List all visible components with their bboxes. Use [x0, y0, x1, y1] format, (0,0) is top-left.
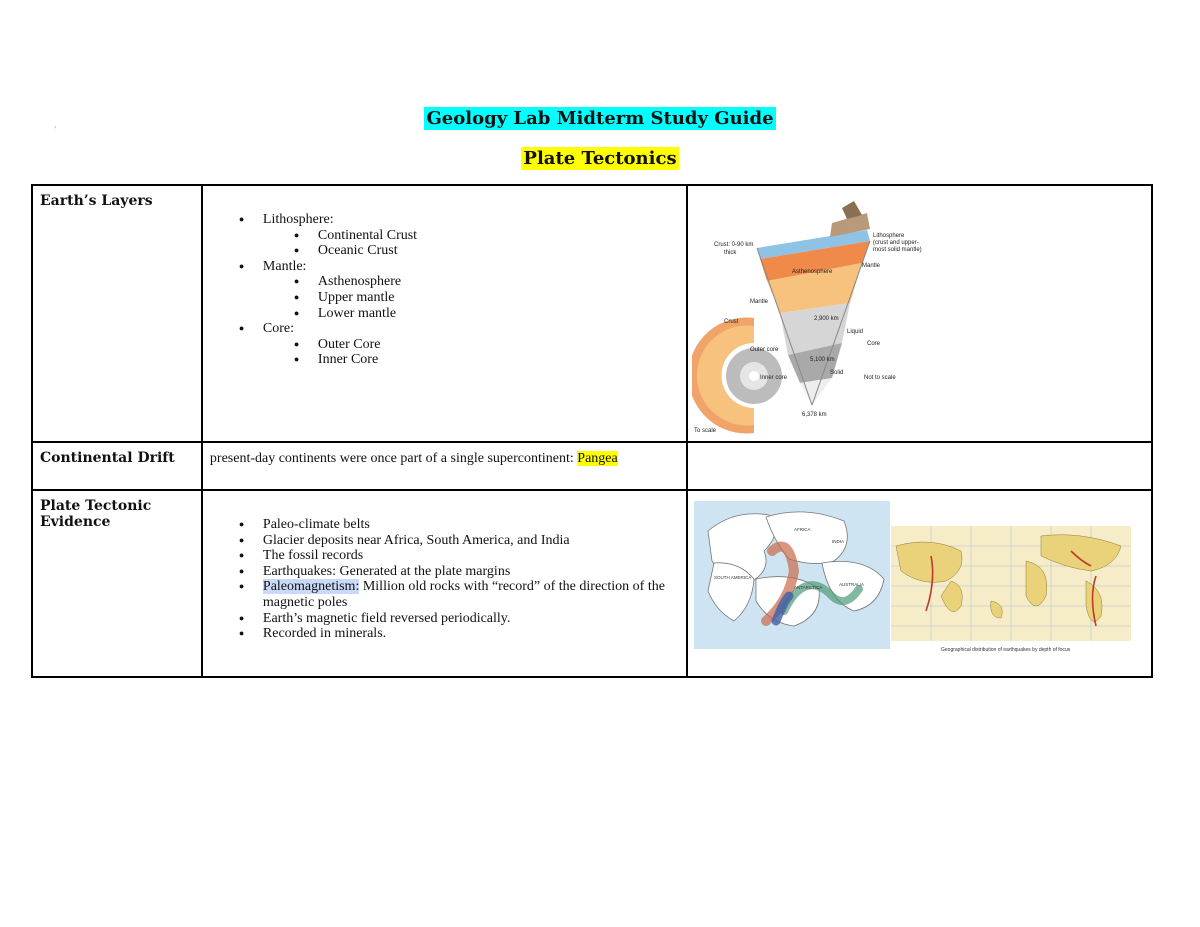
margin-mark: '	[54, 125, 57, 134]
drift-heading-cell	[32, 442, 202, 490]
earth-layers-figure-cell	[687, 185, 1153, 442]
list-item: ● The fossil records	[203, 548, 686, 564]
gondwana-map	[694, 501, 890, 649]
list-item: ● Mantle:	[203, 259, 686, 275]
list-item: ● Outer Core	[203, 337, 686, 353]
earth-interior-diagram	[692, 193, 932, 435]
label-crust-thick: Crust: 0-90 km	[713, 242, 753, 248]
evidence-figures-cell	[687, 490, 1153, 677]
label-solid: Solid	[829, 370, 843, 376]
evidence-heading: Plate Tectonic Evidence	[40, 498, 152, 530]
drift-text-cell	[202, 442, 687, 490]
label-india: INDIA	[831, 539, 844, 544]
map-caption: Geographical distribution of earthquakes by depth of focus	[940, 647, 1070, 653]
list-item: ● Recorded in minerals.	[203, 626, 686, 642]
label-not-to-scale: Not to scale	[863, 375, 896, 381]
list-item: ● Oceanic Crust	[203, 243, 686, 259]
list-item: ● Lower mantle	[203, 306, 686, 322]
earthquake-world-map	[891, 526, 1131, 656]
pangea-highlight: Pangea	[577, 451, 618, 466]
label-australia: AUSTRALIA	[838, 582, 864, 587]
label-africa: AFRICA	[793, 527, 811, 532]
drift-text: present-day continents were once part of a single supercontinent: Pangea	[209, 451, 618, 466]
evidence-list	[203, 517, 686, 642]
label-mantle-right: Mantle	[861, 263, 880, 269]
label-to-scale: To scale	[693, 428, 716, 434]
list-item: ● Upper mantle	[203, 290, 686, 306]
drift-empty-cell	[687, 442, 1153, 490]
earth-layers-heading-cell	[32, 185, 202, 442]
list-item: ● Lithosphere:	[203, 212, 686, 228]
evidence-heading-cell	[32, 490, 202, 677]
list-item: ● Paleo-climate belts	[203, 517, 686, 533]
list-item: ● Core:	[203, 321, 686, 337]
list-item: ● Earthquakes: Generated at the plate margins	[203, 564, 686, 580]
study-table	[31, 184, 1153, 678]
list-item: ● Glacier deposits near Africa, South America, and India	[203, 533, 686, 549]
evidence-list-cell	[202, 490, 687, 677]
list-item: ● Paleomagnetism: Million old rocks with “record” of the direction of the magnetic poles	[203, 579, 686, 610]
label-crust: Crust	[723, 319, 738, 325]
row-plate-evidence	[32, 490, 1152, 677]
label-outer-core: Outer core	[749, 347, 778, 353]
list-item: ● Inner Core	[203, 352, 686, 368]
page-title: Geology Lab Midterm Study Guide	[426, 108, 774, 129]
label-lith-sub1: (crust and upper-	[872, 240, 919, 246]
label-south-america: SOUTH AMERICA	[713, 575, 751, 580]
label-lith-sub2: most solid mantle)	[872, 247, 922, 253]
list-item: ● Earth’s magnetic field reversed periodically.	[203, 611, 686, 627]
earth-layers-list-cell	[202, 185, 687, 442]
label-core: Core	[866, 341, 880, 347]
row-earth-layers	[32, 185, 1152, 442]
list-item: ● Asthenosphere	[203, 274, 686, 290]
earth-layers-list	[203, 212, 686, 368]
label-5100-km: 5,100 km	[809, 357, 835, 363]
label-thick: thick	[723, 250, 736, 256]
label-liquid: Liquid	[846, 329, 863, 335]
label-6378-km: 6,378 km	[801, 412, 827, 418]
label-inner-core: Inner core	[759, 375, 787, 381]
label-antarctica: ANTARCTICA	[793, 585, 822, 590]
earth-layers-heading: Earth’s Layers	[40, 193, 153, 209]
label-mantle-left: Mantle	[749, 299, 768, 305]
drift-heading: Continental Drift	[40, 450, 175, 466]
page-subtitle: Plate Tectonics	[523, 148, 677, 169]
label-asthenosphere: Asthenosphere	[791, 269, 832, 275]
row-continental-drift	[32, 442, 1152, 490]
list-item: ● Continental Crust	[203, 228, 686, 244]
label-lithosphere: Lithosphere	[872, 233, 904, 239]
paleomagnetism-highlight: Paleomagnetism:	[262, 579, 360, 595]
label-2900-km: 2,900 km	[813, 316, 839, 322]
